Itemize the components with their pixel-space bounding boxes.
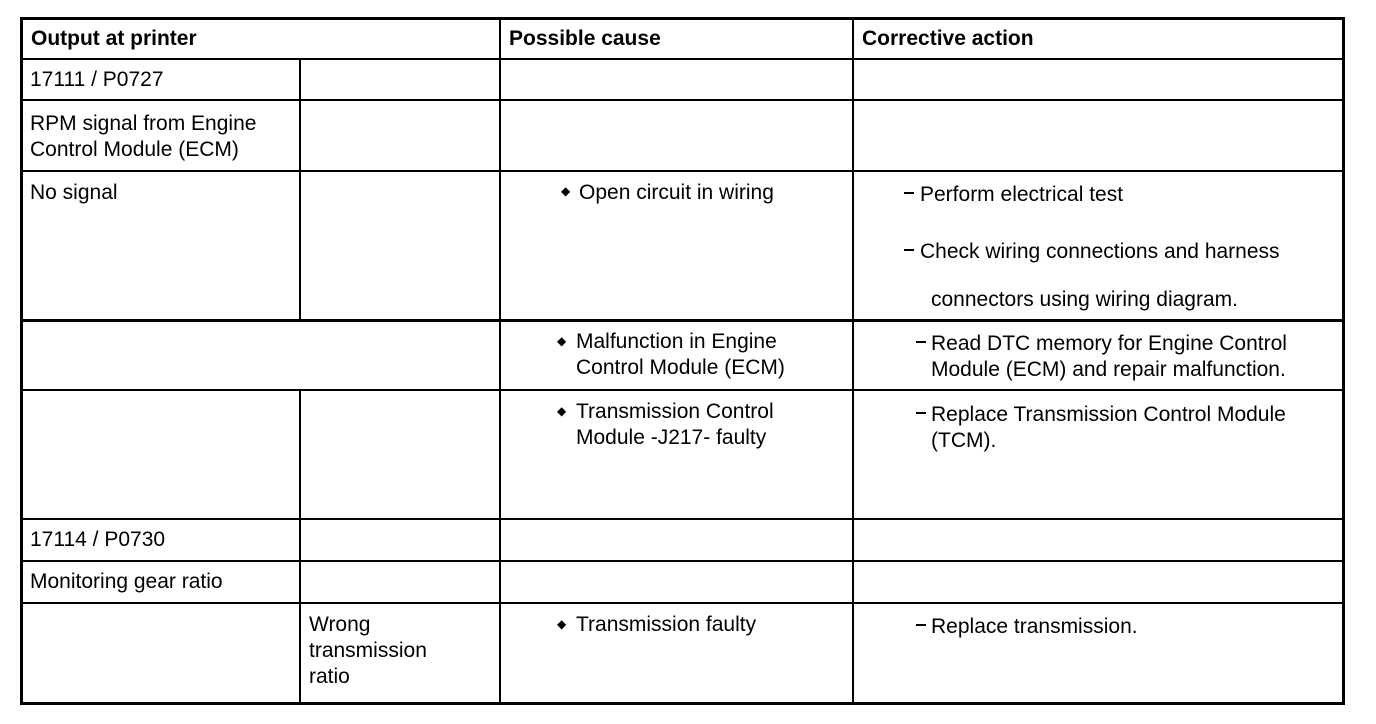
dash-icon <box>916 341 926 343</box>
column-divider <box>852 17 854 705</box>
row-divider <box>20 389 1345 391</box>
row-divider <box>20 602 1345 604</box>
row-divider <box>20 99 1345 101</box>
possible-cause: Open circuit in wiring <box>579 181 774 204</box>
column-divider <box>299 389 301 705</box>
column-divider <box>299 58 301 319</box>
dash-icon <box>916 412 926 414</box>
corrective-action: Replace transmission. <box>931 615 1138 638</box>
corrective-action: (TCM). <box>931 429 997 452</box>
diagnostic-table <box>20 17 1345 705</box>
possible-cause: Transmission Control <box>576 400 774 423</box>
possible-cause: Malfunction in Engine <box>576 330 777 353</box>
fault-symptom: No signal <box>30 181 118 204</box>
bullet-icon: ◆ <box>557 404 567 418</box>
possible-cause: Control Module (ECM) <box>576 356 785 379</box>
header-cause: Possible cause <box>509 27 661 50</box>
header-action: Corrective action <box>862 27 1034 50</box>
fault-code: 17114 / P0730 <box>30 528 166 551</box>
fault-description: RPM signal from Engine <box>30 112 257 135</box>
bullet-icon: ◆ <box>557 617 567 631</box>
row-divider <box>20 170 1345 172</box>
bullet-icon: ◆ <box>557 334 567 348</box>
possible-cause: Transmission faulty <box>576 613 757 636</box>
fault-description: Monitoring gear ratio <box>30 570 223 593</box>
corrective-action: Read DTC memory for Engine Control <box>931 332 1287 355</box>
header-output: Output at printer <box>31 27 197 50</box>
dash-icon <box>904 249 914 251</box>
corrective-action: Module (ECM) and repair malfunction. <box>931 358 1286 381</box>
dash-icon <box>916 624 926 626</box>
fault-symptom: Wrong <box>309 613 371 636</box>
corrective-action: connectors using wiring diagram. <box>931 288 1238 311</box>
row-divider <box>20 319 1345 322</box>
corrective-action: Perform electrical test <box>920 183 1124 206</box>
column-divider <box>499 17 501 705</box>
fault-code: 17111 / P0727 <box>30 68 164 91</box>
fault-symptom: transmission <box>309 639 427 662</box>
bullet-icon: ◆ <box>561 184 571 198</box>
corrective-action: Replace Transmission Control Module <box>931 403 1286 426</box>
possible-cause: Module -J217- faulty <box>576 426 767 449</box>
row-divider <box>20 58 1345 60</box>
row-divider <box>20 560 1345 562</box>
row-divider <box>20 518 1345 520</box>
fault-symptom: ratio <box>309 665 350 688</box>
dash-icon <box>904 192 914 194</box>
corrective-action: Check wiring connections and harness <box>920 240 1280 263</box>
fault-description: Control Module (ECM) <box>30 138 239 161</box>
